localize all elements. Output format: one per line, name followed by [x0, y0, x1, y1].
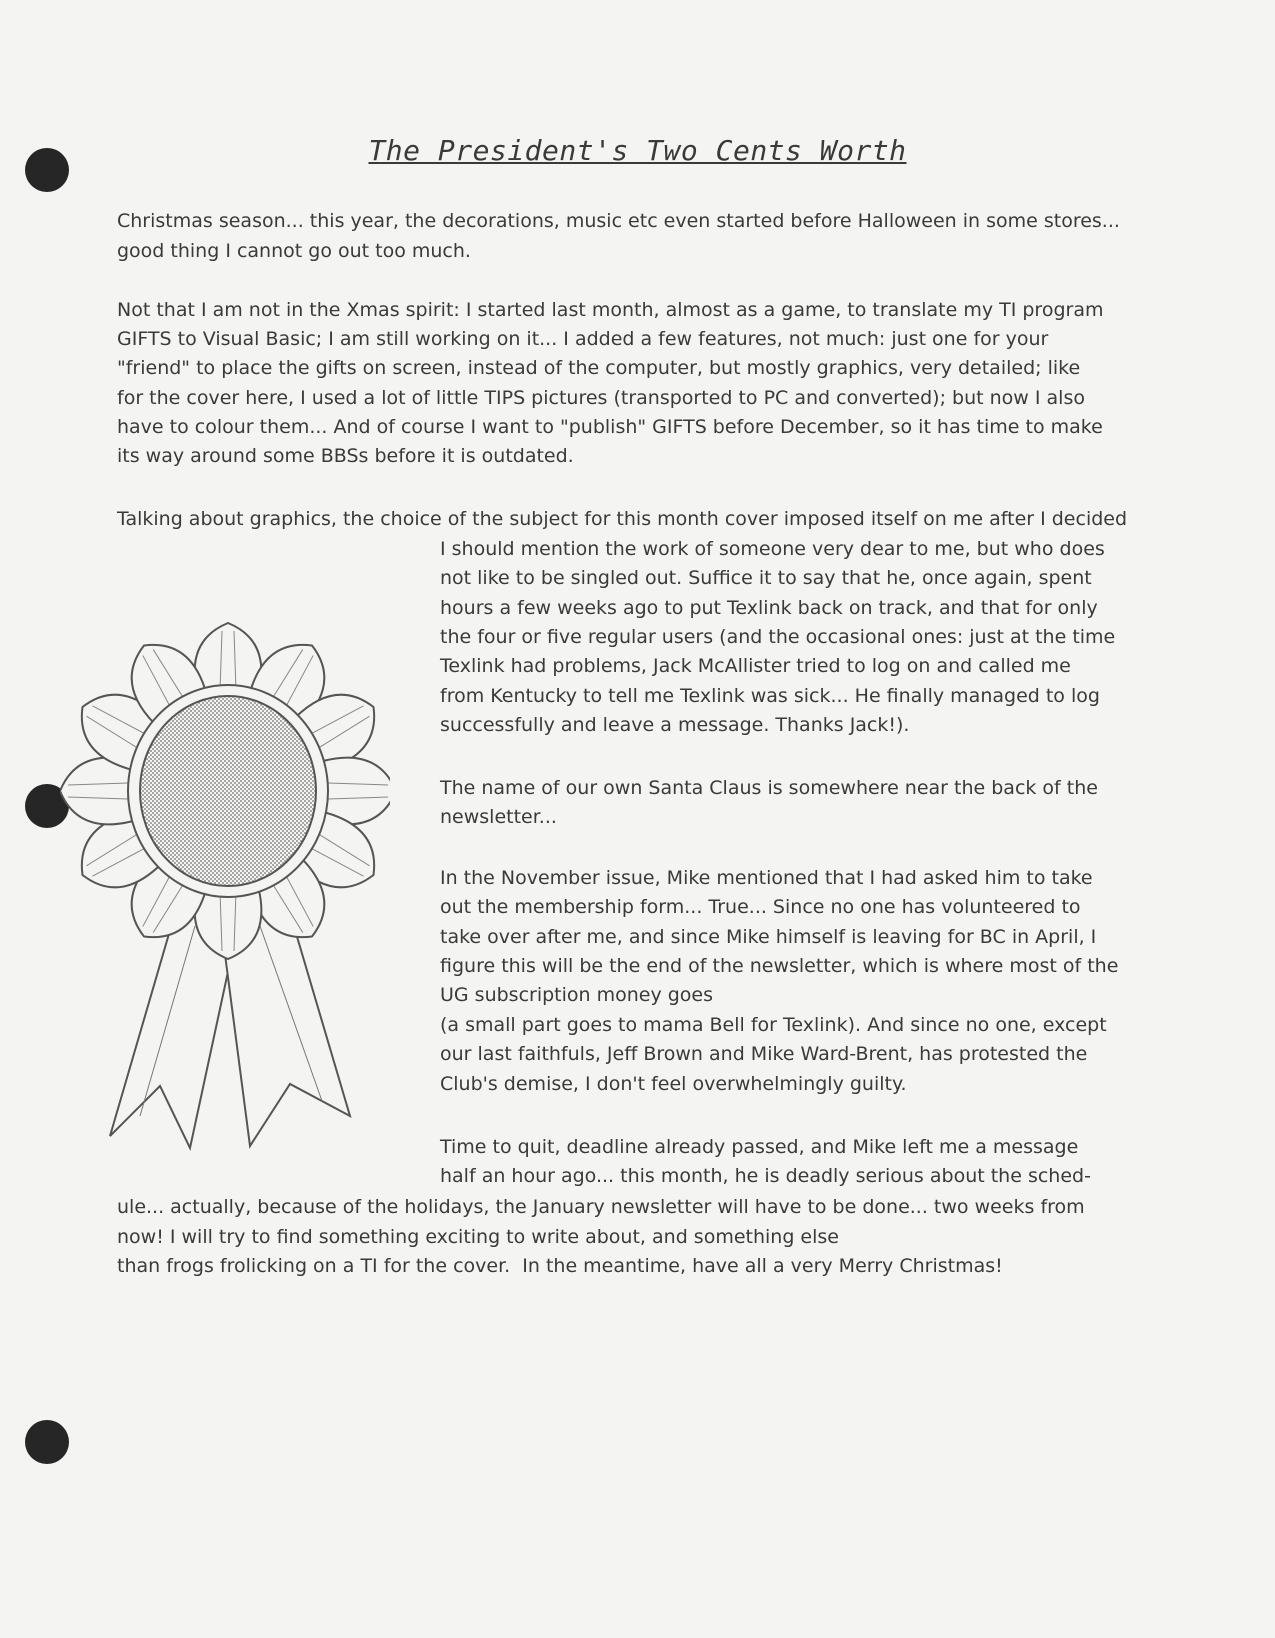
paragraph-3-line: hours a few weeks ago to put Texlink back on track, and that for only: [440, 597, 1098, 619]
binder-hole-bottom: [25, 1420, 69, 1464]
paragraph-3-line: successfully and leave a message. Thanks Jack!).: [440, 714, 910, 736]
paragraph-5-line: UG subscription money goes: [440, 984, 714, 1006]
paragraph-3-line: from Kentucky to tell me Texlink was sick... He finally managed to log: [440, 685, 1100, 707]
paragraph-5-line: take over after me, and since Mike himself is leaving for BC in April, I: [440, 926, 1097, 948]
paragraph-2-line: have to colour them... And of course I want to "publish" GIFTS before December, so it has time to make: [117, 416, 1103, 438]
paragraph-5-line: (a small part goes to mama Bell for Texlink). And since no one, except: [440, 1014, 1107, 1036]
paragraph-3-line: not like to be singled out. Suffice it to say that he, once again, spent: [440, 567, 1092, 589]
paragraph-2-line: GIFTS to Visual Basic; I am still working on it... I added a few features, not much: just one for your: [117, 328, 1049, 350]
paragraph-6-line: half an hour ago... this month, he is deadly serious about the sched-: [440, 1165, 1091, 1187]
paragraph-3-line: Talking about graphics, the choice of the subject for this month cover imposed itself on me after I decided: [117, 508, 1128, 530]
paragraph-6-line: ule... actually, because of the holidays, the January newsletter will have to be done... two weeks from: [117, 1196, 1085, 1218]
paragraph-3-line: I should mention the work of someone very dear to me, but who does: [440, 538, 1105, 560]
paragraph-4-line: newsletter...: [440, 806, 557, 828]
paragraph-6-line: than frogs frolicking on a TI for the cover. In the meantime, have all a very Merry Christmas!: [117, 1255, 1003, 1277]
paragraph-1-line: Christmas season... this year, the decorations, music etc even started before Halloween in some stores...: [117, 210, 1120, 232]
paragraph-5-line: Club's demise, I don't feel overwhelmingly guilty.: [440, 1073, 907, 1095]
paragraph-3-line: the four or five regular users (and the occasional ones: just at the time: [440, 626, 1116, 648]
paragraph-4-line: The name of our own Santa Claus is somewhere near the back of the: [440, 777, 1098, 799]
paragraph-2-line: Not that I am not in the Xmas spirit: I started last month, almost as a game, to translate my TI program: [117, 299, 1104, 321]
paragraph-3-line: Texlink had problems, Jack McAllister tried to log on and called me: [440, 655, 1071, 677]
page-title: The President's Two Cents Worth: [368, 134, 907, 167]
paragraph-5-line: In the November issue, Mike mentioned that I had asked him to take: [440, 867, 1093, 889]
paragraph-5-line: out the membership form... True... Since no one has volunteered to: [440, 896, 1081, 918]
paragraph-5-line: our last faithfuls, Jeff Brown and Mike Ward-Brent, has protested the: [440, 1043, 1088, 1065]
paragraph-5-line: figure this will be the end of the newsletter, which is where most of the: [440, 955, 1119, 977]
paragraph-6-line: now! I will try to find something exciting to write about, and something else: [117, 1226, 839, 1248]
paragraph-1-line: good thing I cannot go out too much.: [117, 240, 471, 262]
paragraph-2-line: its way around some BBSs before it is outdated.: [117, 445, 574, 467]
paragraph-2-line: for the cover here, I used a lot of little TIPS pictures (transported to PC and converted); but now I also: [117, 387, 1085, 409]
paragraph-2-line: "friend" to place the gifts on screen, instead of the computer, but mostly graphics, very detailed; like: [117, 357, 1081, 379]
award-rosette-ribbon-icon: [60, 596, 390, 1156]
paragraph-6-line: Time to quit, deadline already passed, and Mike left me a message: [440, 1136, 1079, 1158]
